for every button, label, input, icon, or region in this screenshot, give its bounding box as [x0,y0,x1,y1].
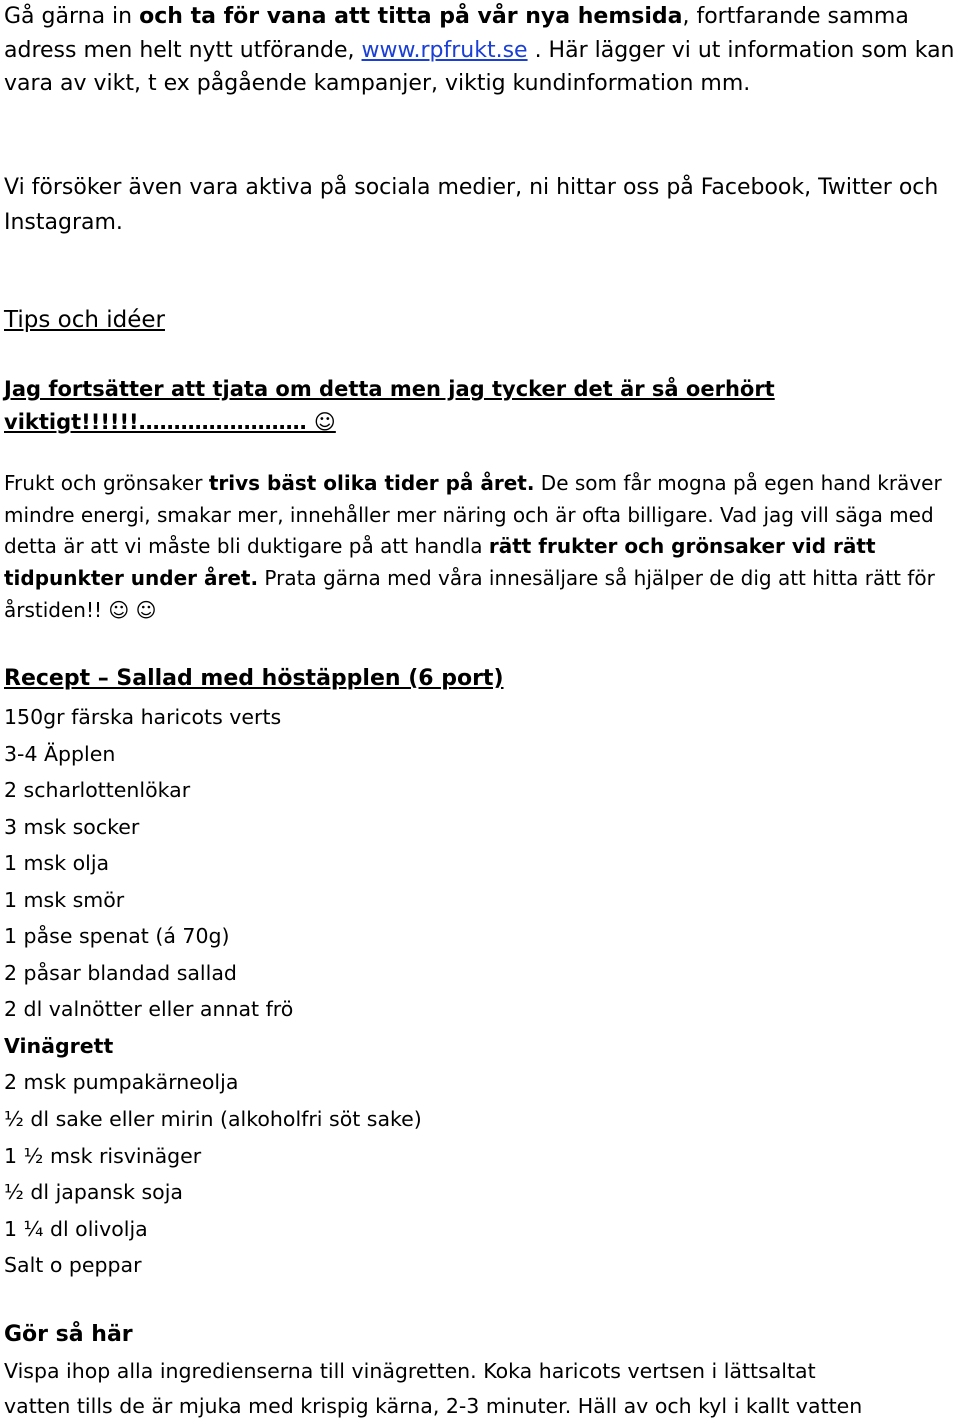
vinaigrette-item: ½ dl japansk soja [4,1180,183,1205]
ingredient-list [4,699,422,1284]
intro-paragraph [4,0,956,101]
ingredient-item: 2 påsar blandad sallad [4,960,237,985]
seasons-bold-2: rätt frukter och grönsaker vid rätt tidpunkter under året. [4,534,876,591]
ingredient-item: 3 msk socker [4,814,140,839]
intro-text-end: . Här lägger vi ut information som kan vara av vikt, t ex pågående kampanjer, viktig kundinformation mm. [4,37,955,96]
instructions-text [4,1354,956,1424]
ingredient-item: 1 msk smör [4,887,125,912]
tips-emphasis-line: Jag fortsätter att tjata om detta men jag tycker det är så oerhört viktigt!!!!!!…………………… ☺ [4,377,775,434]
vinaigrette-item: Salt o peppar [4,1253,142,1278]
ingredient-item: 2 scharlottenlökar [4,778,191,803]
instructions-heading: Gör så här [4,1322,133,1347]
intro-bold-text: och ta för vana att titta på vår nya hemsida [139,4,683,29]
vinaigrette-item: 1 ½ msk risvinäger [4,1143,202,1168]
ingredient-item: 1 msk olja [4,851,110,876]
vinaigrette-item: 1 ¼ dl olivolja [4,1216,148,1241]
tips-heading: Tips och idéer [4,307,165,333]
vinaigrette-heading: Vinägrett [4,1033,114,1058]
website-link[interactable]: www.rpfrukt.se [361,37,528,63]
seasonal-produce-paragraph [4,468,956,627]
social-media-paragraph: Vi försöker även vara aktiva på sociala medier, ni hittar oss på Facebook, Twitter och Instagram. [4,175,939,235]
seasons-bold-1: trivs bäst olika tider på året. [208,471,535,495]
seasons-text-start: Frukt och grönsaker [4,471,209,495]
intro-text-mid: , fortfarande samma adress men helt nytt utförande, [4,4,909,63]
ingredient-item: 150gr färska haricots verts [4,705,282,729]
instructions-line: Vispa ihop alla ingredienserna till vinägretten. Koka haricots vertsen i lättsaltat [4,1359,816,1383]
instructions-line: vatten tills de är mjuka med krispig kärna, 2-3 minuter. Häll av och kyl i kallt vatten [4,1394,863,1418]
ingredient-item: 2 dl valnötter eller annat frö [4,997,294,1022]
vinaigrette-item: ½ dl sake eller mirin (alkoholfri söt sake) [4,1107,422,1132]
seasons-text-mid: De som får mogna på egen hand kräver mindre energi, smakar mer, innehåller mer näring och är ofta billigare. Vad jag vill säga med detta är att vi måste bli duktigare på att handla [4,471,942,559]
vinaigrette-item: 2 msk pumpakärneolja [4,1070,239,1095]
ingredient-item: 1 påse spenat (á 70g) [4,924,230,949]
intro-text-start: Gå gärna in [4,4,140,29]
seasons-text-end: Prata gärna med våra innesäljare så hjälper de dig att hitta rätt för årstiden!! ☺ ☺ [4,566,935,622]
ingredient-item: 3-4 Äpplen [4,741,116,766]
recipe-heading: Recept – Sallad med höstäpplen (6 port) [4,666,504,691]
